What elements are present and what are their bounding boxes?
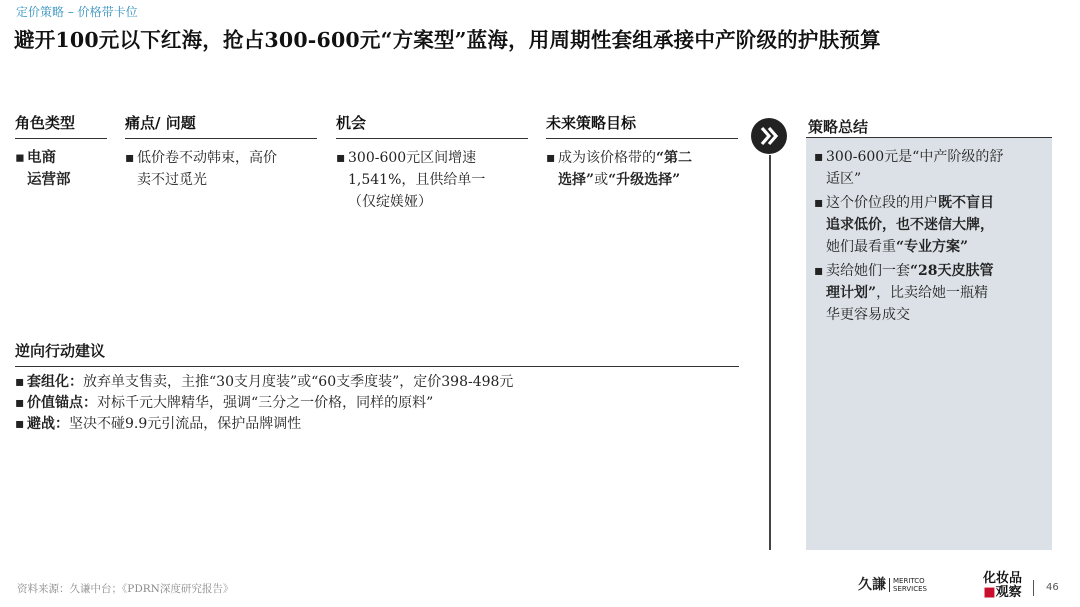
- column-header: 痛点/ 问题: [125, 112, 317, 139]
- source-note: 资料来源：久谦中台；《PDRN深度研究报告》: [17, 583, 234, 595]
- role-line: 运营部: [27, 171, 71, 188]
- summary-text: ，比卖给她一瓶精: [876, 285, 989, 301]
- action-header: 逆向行动建议: [15, 340, 739, 367]
- list-item: ▪ 套组化：放弃单支售卖，主推“30支月度装”或“60支季度装”，定价398-498元: [15, 374, 514, 390]
- action-label: 套组化：: [27, 374, 83, 390]
- column-role: [15, 112, 107, 191]
- logo-line: 观察: [995, 585, 1022, 600]
- column-pain-points: [125, 112, 317, 191]
- list-item: ▪ 300-600元是“中产阶级的舒 适区”: [814, 149, 1004, 187]
- role-line: 电商: [27, 149, 56, 166]
- goal-text-bold: “第二: [656, 150, 693, 166]
- pain-line: 卖不过觅光: [137, 172, 207, 188]
- column-opportunity: [336, 112, 528, 213]
- logo-line: 化妆品: [983, 571, 1023, 586]
- logo-text: 久謙: [858, 577, 886, 593]
- action-list: [15, 372, 513, 435]
- summary-text: 她们最看重: [826, 239, 896, 255]
- opportunity-line: 1,541%，且供给单一: [348, 172, 486, 188]
- cosmetics-observer-logo: [983, 572, 1022, 600]
- chevron-right-icon: [751, 118, 787, 154]
- meritco-logo: [858, 574, 927, 594]
- opportunity-line: 300-600元区间增速: [348, 150, 477, 166]
- goal-text-bold: “升级选择”: [608, 172, 681, 188]
- action-text: 坚决不碰9.9元引流品，保护品牌调性: [69, 416, 302, 432]
- summary-text: 卖给她们一套: [826, 263, 910, 279]
- summary-text-bold: “专业方案”: [896, 239, 969, 255]
- list-item: ▪ 这个价位段的用户既不盲目 追求低价，也不迷信大牌， 她们最看重“专业方案”: [814, 195, 994, 255]
- list-item: ▪ 价值锚点：对标千元大牌精华，强调“三分之一价格，同样的原料”: [15, 395, 434, 411]
- logo-mark-icon: ■: [983, 585, 996, 600]
- divider: [769, 155, 771, 550]
- divider: [1033, 580, 1034, 596]
- goal-text: 或: [594, 172, 609, 188]
- goal-text-bold: 选择”: [558, 172, 595, 188]
- summary-text: 300-600元是“中产阶级的舒: [826, 149, 1004, 165]
- action-text: 放弃单支售卖，主推“30支月度装”或“60支季度装”，定价398-498元: [83, 374, 514, 390]
- action-label: 避战：: [27, 416, 69, 432]
- breadcrumb: 定价策略 – 价格带卡位: [16, 5, 138, 19]
- summary-text-bold: 理计划”: [826, 285, 877, 301]
- summary-text-bold: 追求低价，也不迷信大牌，: [826, 217, 994, 233]
- page-number: 46: [1046, 582, 1059, 593]
- column-strategy-goal: [546, 112, 738, 191]
- column-header: 角色类型: [15, 112, 107, 139]
- opportunity-line: （仅绽媄娅）: [348, 194, 432, 210]
- summary-header: 策略总结: [806, 112, 1052, 138]
- summary-text: 这个价位段的用户: [826, 195, 938, 211]
- goal-text: 成为该价格带的: [558, 150, 656, 166]
- column-header: 机会: [336, 112, 528, 139]
- list-item: ▪ 电商 运营部: [15, 149, 71, 188]
- list-item: ▪ 避战：坚决不碰9.9元引流品，保护品牌调性: [15, 416, 302, 432]
- list-item: ▪ 300-600元区间增速 1,541%，且供给单一 （仅绽媄娅）: [336, 150, 486, 210]
- list-item: ▪ 卖给她们一套“28天皮肤管 理计划”，比卖给她一瓶精 华更容易成交: [814, 263, 994, 323]
- summary-text: 华更容易成交: [826, 307, 910, 323]
- column-header: 未来策略目标: [546, 112, 738, 139]
- action-text: 对标千元大牌精华，强调“三分之一价格，同样的原料”: [97, 395, 434, 411]
- pain-line: 低价卷不动韩束，高价: [137, 150, 277, 166]
- summary-text-bold: 既不盲目: [938, 195, 994, 211]
- summary-text-bold: “28天皮肤管: [910, 263, 994, 279]
- logo-sub: SERVICES: [893, 584, 927, 593]
- summary-text: 适区”: [826, 171, 862, 187]
- logo-sub: MERITCO: [893, 576, 925, 585]
- list-item: ▪ 成为该价格带的“第二 选择”或“升级选择”: [546, 150, 693, 188]
- page-title: 避开100元以下红海，抢占300-600元“方案型”蓝海，用周期性套组承接中产阶级的护肤预算: [14, 28, 881, 52]
- summary-body: [814, 146, 1048, 328]
- action-label: 价值锚点：: [27, 395, 97, 411]
- list-item: ▪ 低价卷不动韩束，高价 卖不过觅光: [125, 150, 277, 188]
